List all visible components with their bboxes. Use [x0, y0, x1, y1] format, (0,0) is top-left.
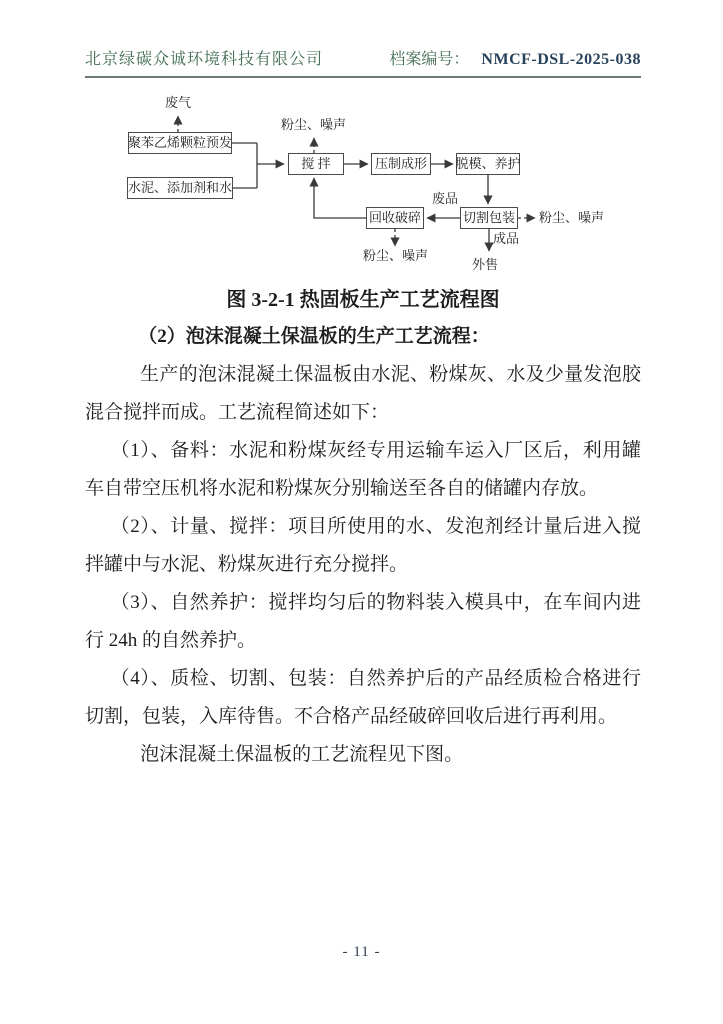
page-header [85, 46, 641, 78]
label-dust-noise-top: 粉尘、噪声 [281, 117, 347, 132]
arrow-recycle-to-mix [314, 178, 366, 218]
body-paragraph: 生产的泡沫混凝土保温板由水泥、粉煤灰、水及少量发泡胶混合搅拌而成。工艺流程简述如下： [85, 364, 641, 423]
archive-number-value: NMCF-DSL-2025-038 [481, 51, 641, 68]
body-text [85, 318, 641, 774]
node-press-forming: 压制成形 [371, 153, 431, 175]
label-dust-noise-bottom: 粉尘、噪声 [363, 248, 429, 263]
label-dust-noise-right: 粉尘、噪声 [539, 210, 605, 225]
node-mixing: 搅 拌 [288, 153, 344, 175]
company-name: 北京绿碳众诚环境科技有限公司 [85, 51, 324, 68]
label-scrap: 废品 [432, 191, 459, 206]
node-pre-expansion: 聚苯乙烯颗粒预发 [128, 132, 232, 154]
process-flowchart [85, 92, 641, 284]
body-paragraph: （4）、质检、切割、包装：自然养护后的产品经质检合格进行切割，包装，入库待售。不合格产品经破碎回收后进行再利用。 [85, 668, 641, 727]
page-number: - 11 - [342, 944, 381, 960]
label-finished-product: 成品 [493, 231, 520, 246]
section-heading: （2）泡沫混凝土保温板的生产工艺流程： [138, 326, 490, 347]
label-waste-gas: 废气 [165, 95, 192, 110]
node-recycle-crushing: 回收破碎 [366, 207, 424, 229]
body-paragraph: （3）、自然养护：搅拌均匀后的物料装入模具中，在车间内进行 24h 的自然养护。 [85, 592, 641, 651]
node-cutting-packaging: 切割包装 [460, 207, 518, 229]
node-cement-additives-water: 水泥、添加剂和水 [127, 177, 233, 199]
body-paragraph: 泡沫混凝土保温板的工艺流程见下图。 [140, 744, 464, 765]
body-paragraph: （1）、备料：水泥和粉煤灰经专用运输车运入厂区后，利用罐车自带空压机将水泥和粉煤灰分别输送至各自的储罐内存放。 [85, 440, 641, 499]
label-external-sale: 外售 [472, 257, 499, 272]
node-demold-curing: 脱模、养护 [456, 153, 520, 175]
figure-caption: 图 3-2-1 热固板生产工艺流程图 [226, 289, 500, 311]
archive-number-label: 档案编号： [389, 51, 470, 68]
body-paragraph: （2）、计量、搅拌：项目所使用的水、发泡剂经计量后进入搅拌罐中与水泥、粉煤灰进行充分搅拌。 [85, 516, 641, 575]
archive-number [389, 46, 641, 69]
